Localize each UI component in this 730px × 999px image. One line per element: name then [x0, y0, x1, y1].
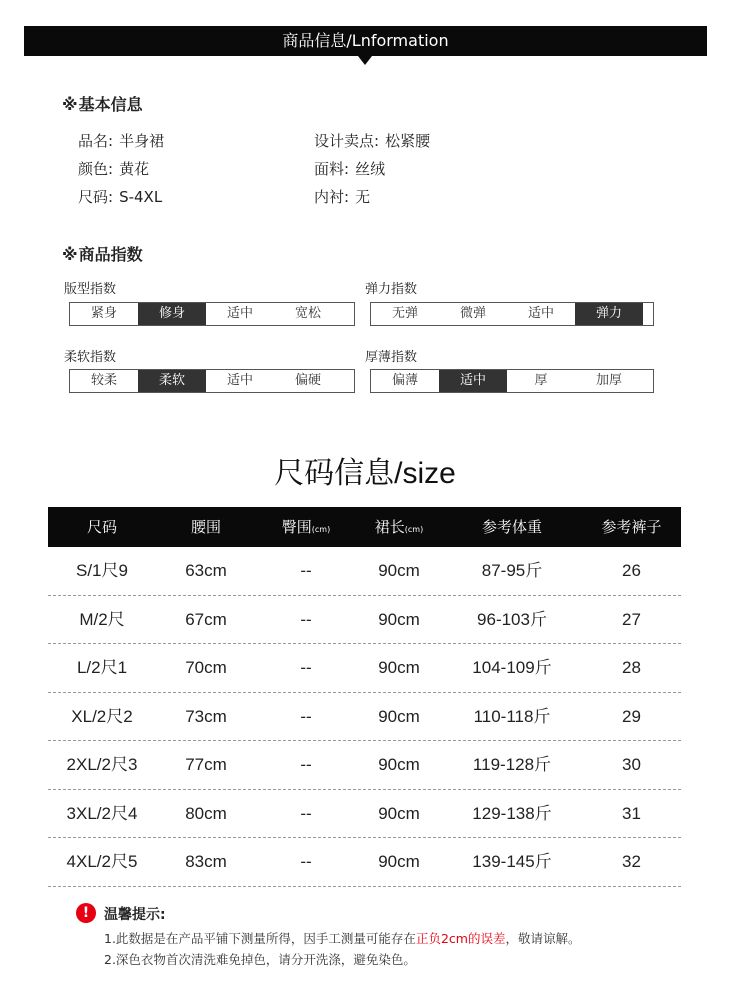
tip-line-2: 2.深色衣物首次清洗难免掉色，请分开洗涤，避免染色。	[104, 952, 416, 967]
cell-waist: 67cm	[185, 609, 227, 629]
cell-length: 90cm	[378, 803, 420, 823]
cell-hip: --	[300, 658, 312, 677]
table-row	[48, 741, 681, 790]
info-size-range: 尺码 : S-4XL	[78, 186, 162, 207]
cell-length: 90cm	[378, 561, 420, 580]
cell-weight: 129-138斤	[472, 803, 552, 823]
cell-length: 90cm	[378, 706, 420, 726]
cell-waist: 80cm	[185, 803, 227, 823]
scale-option: 适中	[527, 306, 554, 321]
tip-line-1: 1.此数据是在产品平铺下测量所得，因手工测量可能存在正负2cm的误差，敬请谅解。	[104, 931, 581, 946]
elasticity-index-scale	[370, 302, 654, 326]
fit-index-label: 版型指数	[64, 282, 117, 297]
tolerance-highlight: 正负2cm的误差	[415, 931, 506, 946]
scale-option: 偏薄	[391, 373, 418, 388]
cell-weight: 96-103斤	[477, 609, 547, 629]
cell-length: 90cm	[378, 609, 420, 629]
reference-mark-icon: ※	[62, 95, 78, 114]
table-row	[48, 644, 681, 693]
cell-pants: 32	[622, 852, 641, 871]
header-hip: 臀围(cm)	[281, 518, 331, 536]
tips-title: 温馨提示:	[104, 907, 166, 923]
banner-pointer-triangle	[358, 56, 372, 65]
cell-hip: --	[300, 852, 312, 871]
scale-option: 适中	[226, 306, 253, 321]
cell-weight: 104-109斤	[472, 658, 552, 677]
info-banner	[24, 26, 707, 56]
cell-hip: --	[300, 755, 312, 774]
scale-option-selected: 修身	[138, 303, 206, 325]
product-index-title: ※商品指数	[62, 245, 143, 264]
scale-option: 适中	[226, 373, 253, 388]
cell-pants: 30	[622, 755, 641, 774]
info-fabric: 面料 : 丝绒	[314, 158, 385, 179]
table-row	[48, 790, 681, 839]
thickness-index-scale	[370, 369, 654, 393]
scale-option: 较柔	[90, 373, 117, 388]
cell-weight: 110-118斤	[473, 706, 551, 726]
info-product-name: 品名 : 半身裙	[78, 130, 164, 151]
cell-waist: 83cm	[185, 852, 227, 871]
header-size: 尺码	[86, 518, 117, 536]
thickness-index-label: 厚薄指数	[365, 350, 418, 365]
basic-info-title: ※基本信息	[62, 95, 143, 114]
cell-waist: 63cm	[185, 561, 227, 580]
header-waist: 腰围	[190, 518, 221, 536]
cell-size: L/2尺1	[76, 658, 128, 677]
size-table	[48, 507, 681, 887]
table-row	[48, 838, 681, 887]
reference-mark-icon: ※	[62, 245, 78, 264]
cell-length: 90cm	[378, 658, 420, 677]
cell-length: 90cm	[378, 852, 420, 871]
scale-option: 宽松	[294, 306, 321, 321]
scale-option: 厚	[534, 373, 548, 388]
scale-option: 微弹	[459, 306, 486, 321]
cell-pants: 29	[622, 706, 641, 726]
cell-hip: --	[300, 803, 312, 823]
header-length: 裙长(cm)	[374, 518, 424, 536]
scale-option-selected: 柔软	[138, 370, 206, 392]
header-pants: 参考裤子	[601, 518, 662, 536]
cell-weight: 139-145斤	[472, 852, 552, 871]
cell-length: 90cm	[378, 755, 420, 774]
cell-waist: 77cm	[185, 755, 227, 774]
cell-pants: 31	[622, 803, 641, 823]
info-color: 颜色 : 黄花	[78, 158, 149, 179]
scale-option: 偏硬	[294, 373, 321, 388]
cell-weight: 87-95斤	[481, 561, 543, 580]
softness-index-scale	[69, 369, 355, 393]
size-info-title: 尺码信息/size	[274, 457, 456, 490]
cell-size: 3XL/2尺4	[66, 803, 138, 823]
scale-option: 紧身	[90, 306, 117, 321]
table-row	[48, 596, 681, 645]
header-hip-unit: (cm)	[311, 525, 331, 534]
scale-option-selected: 弹力	[575, 303, 643, 325]
scale-option: 无弹	[391, 306, 418, 321]
header-length-unit: (cm)	[404, 525, 424, 534]
scale-option: 加厚	[595, 373, 622, 388]
elasticity-index-label: 弹力指数	[365, 282, 418, 297]
cell-size: M/2尺	[79, 609, 125, 629]
cell-waist: 73cm	[185, 706, 227, 726]
size-table-header	[48, 507, 681, 547]
cell-pants: 27	[622, 609, 641, 629]
fit-index-scale	[69, 302, 355, 326]
table-row	[48, 547, 681, 596]
cell-weight: 119-128斤	[472, 755, 552, 774]
info-lining: 内衬 : 无	[314, 186, 370, 207]
cell-size: 4XL/2尺5	[66, 852, 138, 871]
cell-size: 2XL/2尺3	[66, 755, 138, 774]
cell-hip: --	[300, 561, 312, 580]
cell-pants: 28	[622, 658, 641, 677]
cell-hip: --	[300, 706, 312, 726]
cell-size: XL/2尺2	[71, 706, 133, 726]
info-design-feature: 设计卖点 : 松紧腰	[314, 130, 430, 151]
cell-pants: 26	[622, 561, 641, 580]
scale-option-selected: 适中	[439, 370, 507, 392]
banner-title: 商品信息/Lnformation	[282, 31, 449, 50]
cell-size: S/1尺9	[76, 561, 128, 580]
cell-hip: --	[300, 609, 312, 629]
table-row	[48, 693, 681, 742]
softness-index-label: 柔软指数	[64, 350, 117, 365]
header-weight: 参考体重	[481, 518, 542, 536]
cell-waist: 70cm	[185, 658, 227, 677]
warning-icon: !	[76, 903, 96, 923]
